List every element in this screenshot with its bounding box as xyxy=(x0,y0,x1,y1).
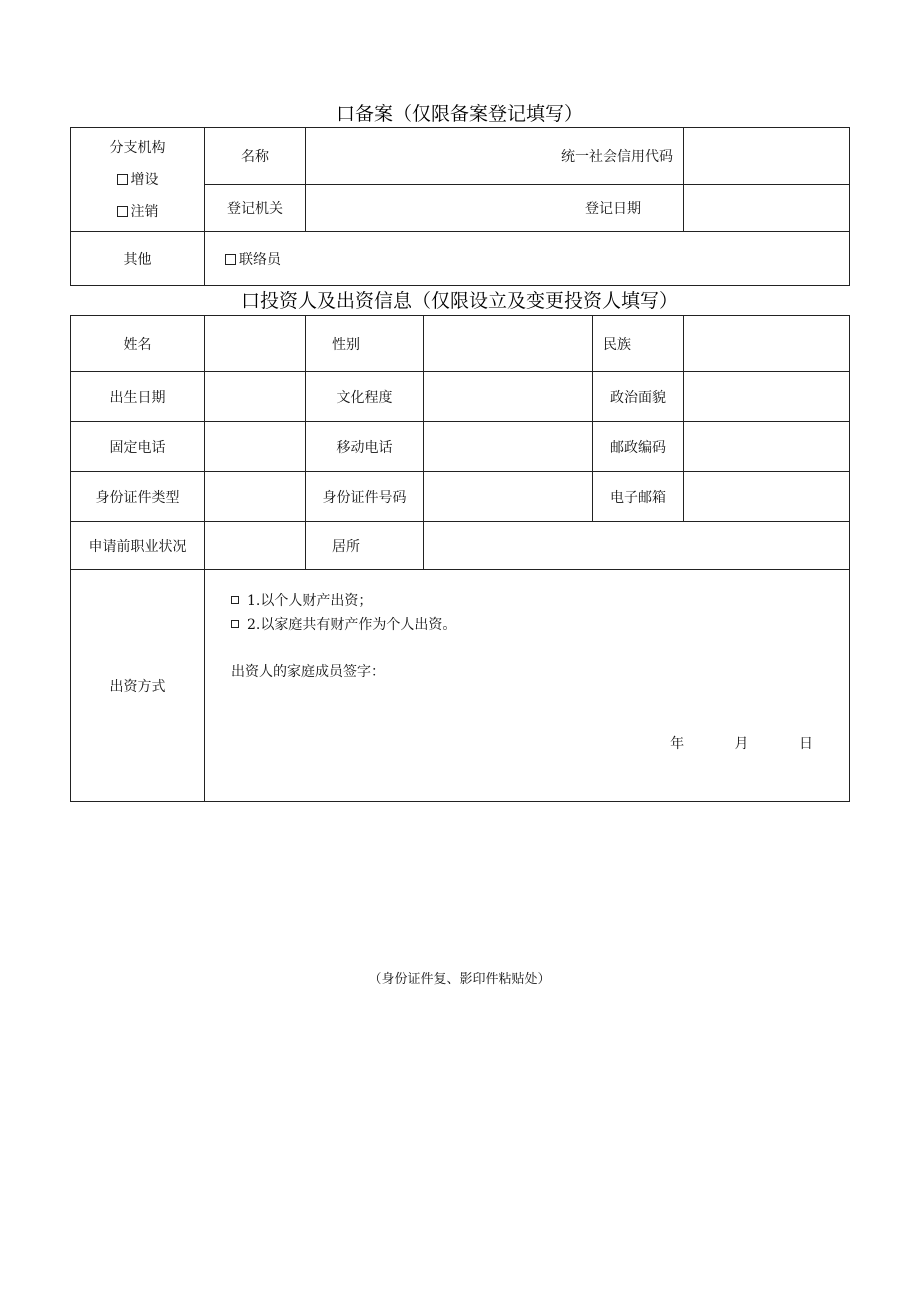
postal-code-field[interactable] xyxy=(684,422,850,472)
email-field[interactable] xyxy=(684,472,850,522)
education-field[interactable] xyxy=(424,372,593,422)
credit-code-field[interactable] xyxy=(684,128,850,185)
email-label: 电子邮箱 xyxy=(593,472,684,522)
ethnicity-label: 民族 xyxy=(593,316,684,372)
political-status-label: 政治面貌 xyxy=(593,372,684,422)
prior-job-label: 申请前职业状况 xyxy=(71,522,205,570)
ethnicity-field[interactable] xyxy=(684,316,850,372)
date-month: 月 xyxy=(734,736,749,752)
name-field[interactable] xyxy=(205,316,306,372)
liaison-option[interactable]: 联络员 xyxy=(205,232,850,286)
gender-field[interactable] xyxy=(424,316,593,372)
gender-label: 性别 xyxy=(306,316,424,372)
residence-label: 居所 xyxy=(306,522,424,570)
id-type-label: 身份证件类型 xyxy=(71,472,205,522)
date-year: 年 xyxy=(670,736,685,752)
postal-code-label: 邮政编码 xyxy=(593,422,684,472)
investor-section-title: 口投资人及出资信息（仅限设立及变更投资人填写） xyxy=(240,290,678,312)
mobile-field[interactable] xyxy=(424,422,593,472)
contribution-option-1[interactable]: 1.以个人财产出资； xyxy=(231,589,849,613)
sign-date xyxy=(624,733,813,753)
reg-authority-label: 登记机关 xyxy=(205,185,306,232)
branch-cancel-option[interactable]: 注销 xyxy=(71,196,204,228)
education-label: 文化程度 xyxy=(306,372,424,422)
filing-table xyxy=(70,127,850,286)
contribution-label: 出资方式 xyxy=(71,570,205,802)
id-type-field[interactable] xyxy=(205,472,306,522)
contribution-option-2[interactable]: 2.以家庭共有财产作为个人出资。 xyxy=(231,613,849,637)
prior-job-field[interactable] xyxy=(205,522,306,570)
id-number-label: 身份证件号码 xyxy=(306,472,424,522)
credit-code-label: 统一社会信用代码 xyxy=(306,128,684,185)
date-day: 日 xyxy=(799,736,813,752)
landline-label: 固定电话 xyxy=(71,422,205,472)
branch-add-option[interactable]: 增设 xyxy=(71,164,204,196)
reg-date-label: 登记日期 xyxy=(306,185,684,232)
name-label: 姓名 xyxy=(71,316,205,372)
id-number-field[interactable] xyxy=(424,472,593,522)
other-label: 其他 xyxy=(71,232,205,286)
checkbox-icon[interactable] xyxy=(225,254,236,265)
family-sign-label: 出资人的家庭成员签字： xyxy=(231,664,385,680)
id-copy-paste-note: （身份证件复、影印件粘贴处） xyxy=(368,972,551,987)
contribution-cell xyxy=(205,570,850,802)
investor-table xyxy=(70,315,850,802)
checkbox-icon[interactable] xyxy=(117,206,128,217)
reg-date-field[interactable] xyxy=(684,185,850,232)
mobile-label: 移动电话 xyxy=(306,422,424,472)
landline-field[interactable] xyxy=(205,422,306,472)
birth-date-label: 出生日期 xyxy=(71,372,205,422)
birth-date-field[interactable] xyxy=(205,372,306,422)
branch-label: 分支机构 xyxy=(109,139,166,156)
name-label: 名称 xyxy=(205,128,306,185)
branch-cell xyxy=(71,128,205,232)
filing-section-title: 口备案（仅限备案登记填写） xyxy=(335,103,583,125)
residence-field[interactable] xyxy=(424,522,850,570)
checkbox-icon[interactable] xyxy=(117,174,128,185)
political-status-field[interactable] xyxy=(684,372,850,422)
checkbox-icon[interactable] xyxy=(231,620,239,628)
checkbox-icon[interactable] xyxy=(231,596,239,604)
